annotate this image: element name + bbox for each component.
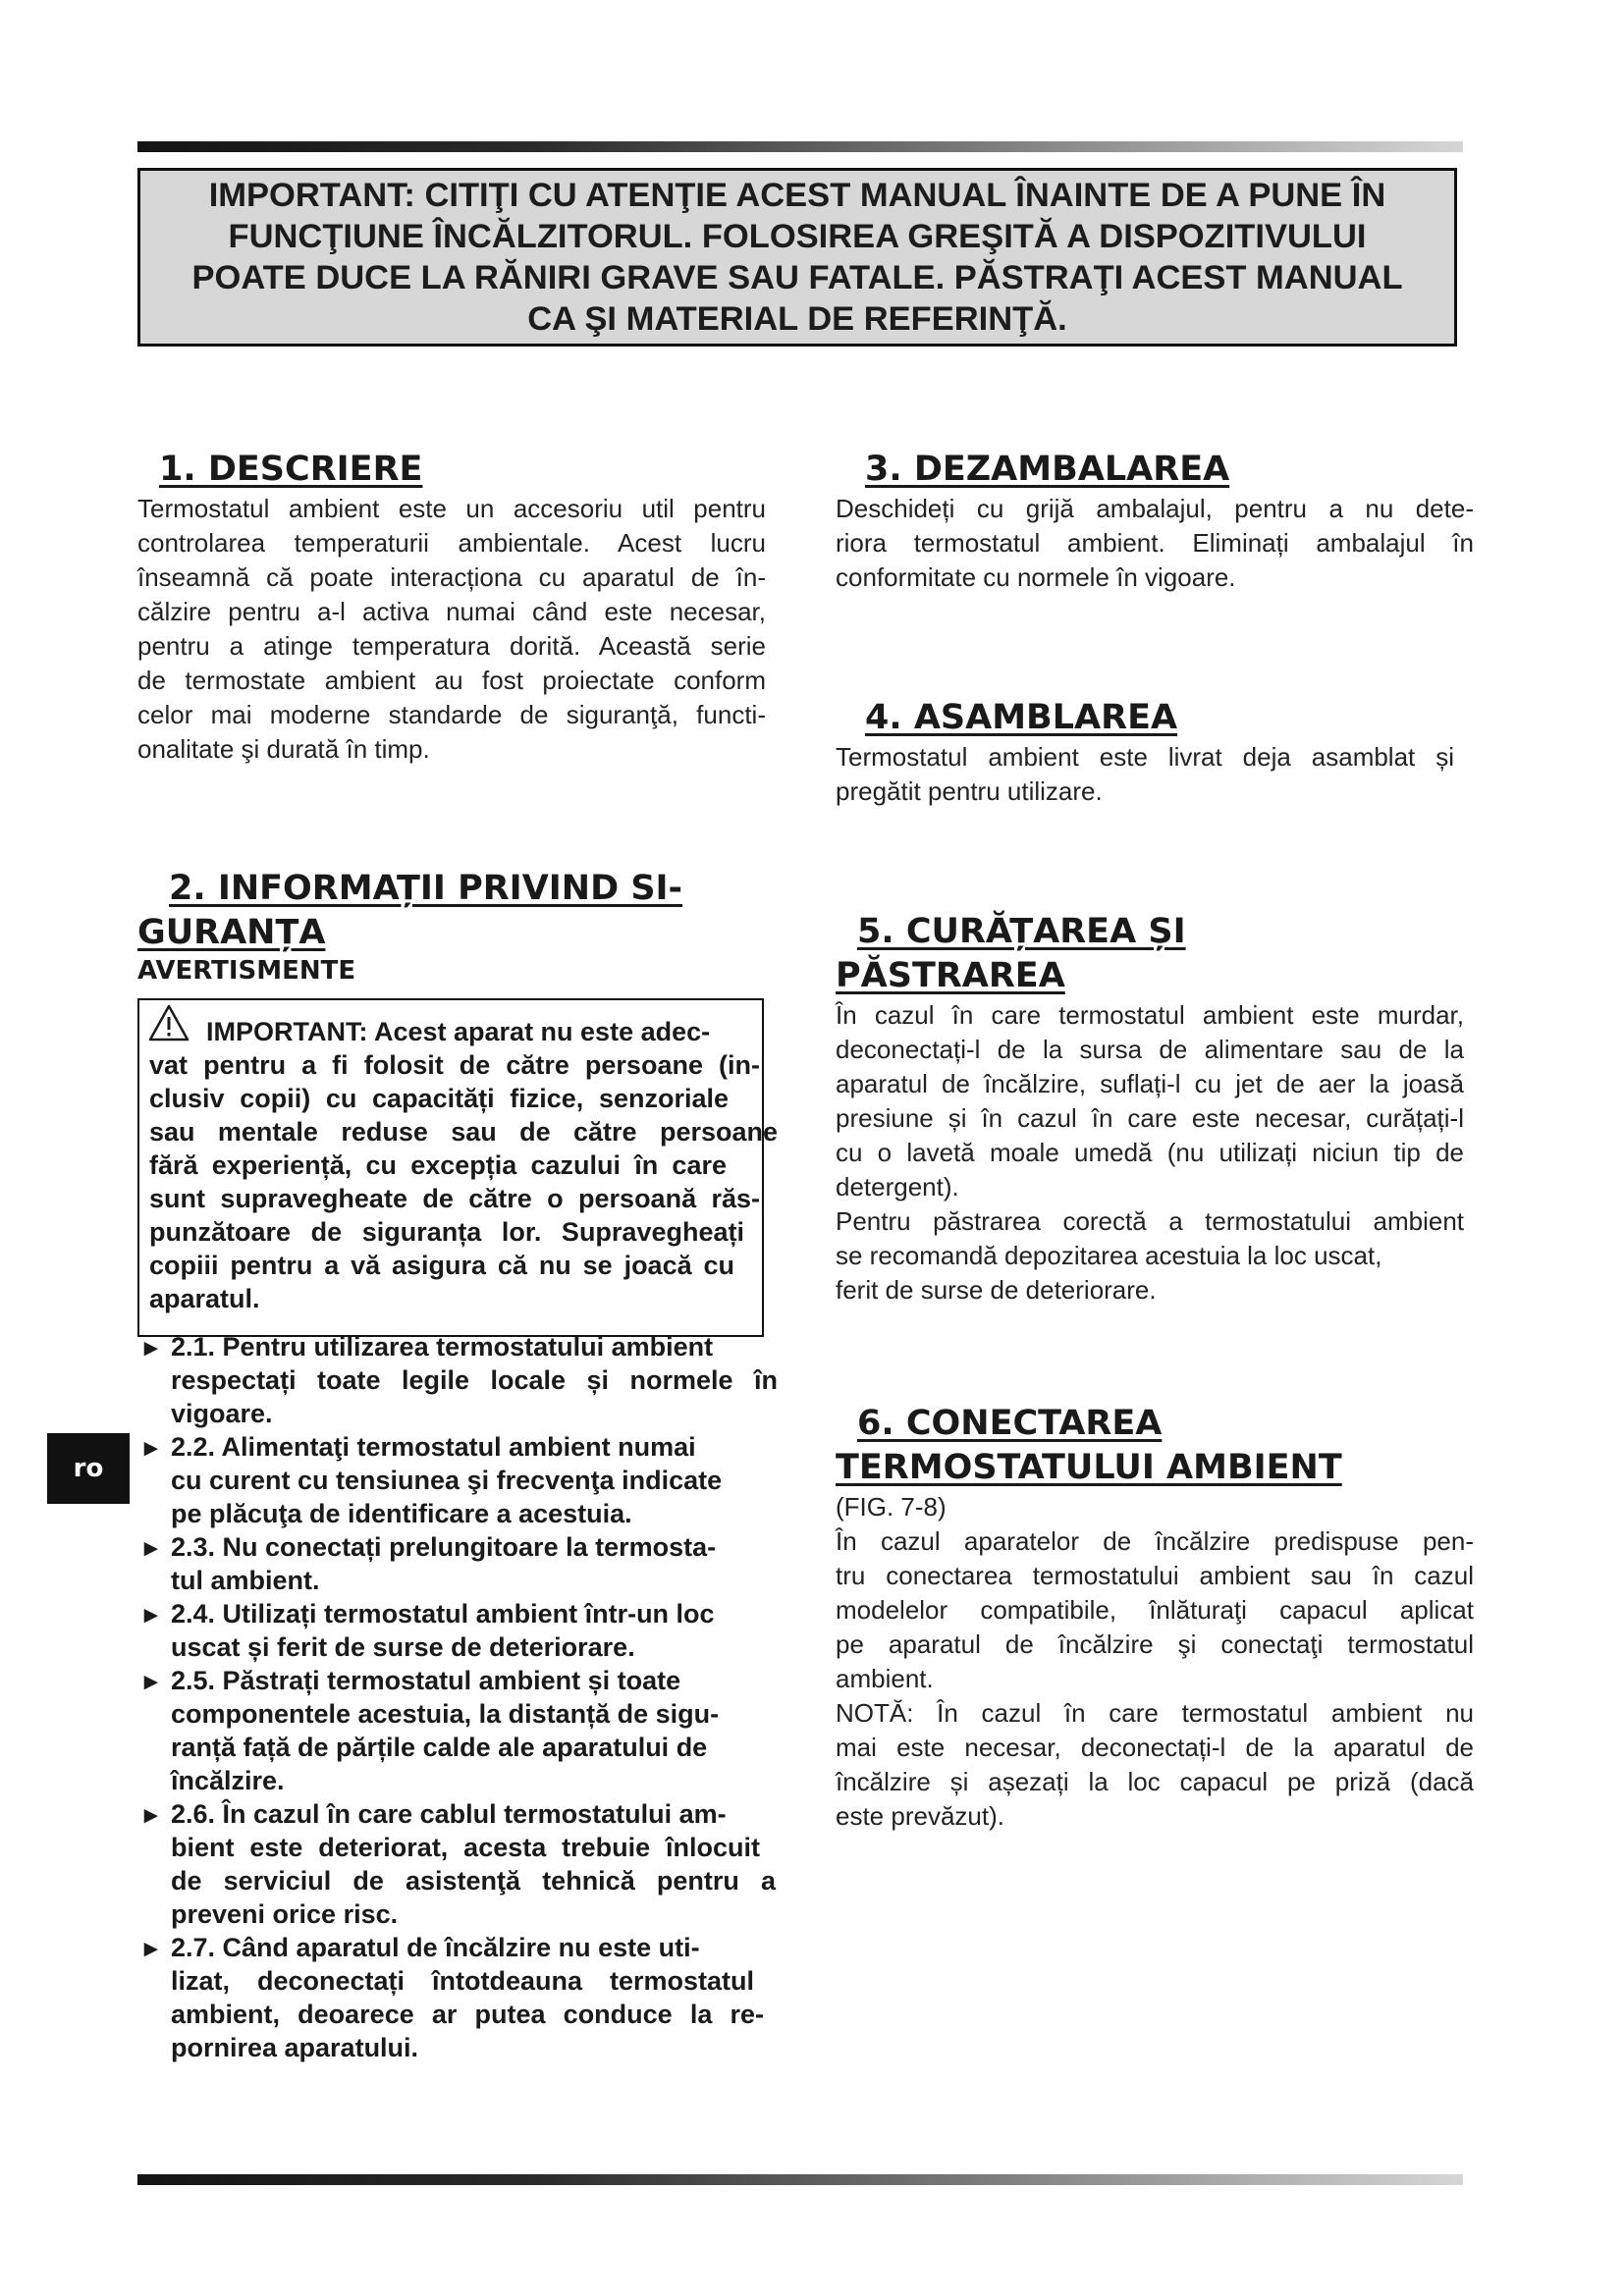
bullet-arrow-icon: ► <box>139 1602 163 1629</box>
warning-line: IMPORTANT: CITIŢI CU ATENŢIE ACEST MANUAL ÎNAINTE DE A PUNE ÎN <box>208 177 1386 214</box>
warning-triangle-icon <box>147 1003 190 1042</box>
important-text-line: sunt supravegheate de către o persoană răs- <box>149 1184 760 1213</box>
bullet-continuation: respectați toate legile locale și normele în <box>171 1365 778 1395</box>
warning-line: POATE DUCE LA RĂNIRI GRAVE SAU FATALE. PĂSTRAŢI ACEST MANUAL <box>191 259 1403 296</box>
section-title: 2. INFORMAȚII PRIVIND SI- <box>169 869 683 908</box>
section-dezambalarea <box>836 448 1484 595</box>
bullet-item: ► 2.4. Utilizați termostatul ambient într-un loc <box>139 1597 715 1632</box>
bullet-continuation: preveni orice risc. <box>171 1899 399 1929</box>
section-title: 5. CURĂȚAREA ȘI <box>857 912 1186 951</box>
section-conectarea <box>836 1402 1484 1834</box>
important-text-line: punzătoare de siguranța lor. Supravegheați <box>149 1217 744 1247</box>
bullet-continuation: încălzire. <box>171 1766 285 1795</box>
body-text-line: tru conectarea termostatului ambient sau în cazul <box>836 1561 1474 1590</box>
section-subtitle: AVERTISMENTE <box>137 956 356 986</box>
bullet-item: ► 2.7. Când aparatul de încălzire nu este uti- <box>139 1931 764 1966</box>
bullet-continuation: de serviciul de asistenţă tehnică pentru a <box>171 1866 776 1896</box>
bullet-arrow-icon: ► <box>139 1535 163 1562</box>
body-text-line: încălzire și așezați la loc capacul pe priză (dacă <box>836 1767 1474 1796</box>
section-descriere <box>137 448 776 767</box>
figure-reference: (FIG. 7-8) <box>836 1492 947 1522</box>
important-text-line: aparatul. <box>149 1284 260 1313</box>
body-text-line: celor mai moderne standarde de siguranţă, functi- <box>137 700 766 729</box>
bullet-continuation: uscat și ferit de surse de deteriorare. <box>171 1632 635 1662</box>
body-text-line: mai este necesar, deconectați-l de la aparatul de <box>836 1733 1474 1762</box>
bullet-continuation: componentele acestuia, la distanță de sigu- <box>171 1699 720 1729</box>
body-text-line: detergent). <box>836 1172 959 1201</box>
bullet-arrow-icon: ► <box>139 1802 163 1829</box>
bottom-rule <box>137 2174 1463 2185</box>
body-text-line: presiune și în cazul în care este necesar, curățați-l <box>836 1103 1464 1133</box>
body-text-line: ferit de surse de deteriorare. <box>836 1275 1157 1305</box>
body-text-line: călzire pentru a-l activa numai când este necesar, <box>137 597 766 626</box>
body-text-line: pentru a atinge temperatura dorită. Această serie <box>137 631 766 661</box>
section-title: 3. DEZAMBALAREA <box>865 450 1230 489</box>
section-asamblarea <box>836 696 1484 809</box>
body-text-line: deconectați-l de la sursa de alimentare sau de la <box>836 1035 1464 1064</box>
language-tab: ro <box>47 1433 130 1504</box>
bullet-continuation: vigoare. <box>171 1399 273 1428</box>
bullet-arrow-icon: ► <box>139 1435 163 1462</box>
section-title: 6. CONECTAREA <box>857 1404 1163 1443</box>
bullet-continuation: lizat, deconectați întotdeauna termostatul <box>171 1966 754 1996</box>
body-text-line: onalitate şi durată în timp. <box>137 734 430 764</box>
body-text-line: Pentru păstrarea corectă a termostatului ambient <box>836 1206 1464 1236</box>
section-title: GURANȚA <box>137 913 326 952</box>
bullet-continuation: tul ambient. <box>171 1566 320 1595</box>
bullet-continuation: pe plăcuţa de identificare a acestuia. <box>171 1499 632 1528</box>
bullet-continuation: pornirea aparatului. <box>171 2033 419 2062</box>
important-text-line: sau mentale reduse sau de către persoane <box>149 1117 778 1147</box>
bullet-continuation: ambient, deoarece ar putea conduce la re- <box>171 2000 764 2029</box>
bullet-arrow-icon: ► <box>139 1936 163 1962</box>
body-text-line: Deschideți cu grijă ambalajul, pentru a nu dete- <box>836 494 1474 523</box>
important-text-line: clusiv copii) cu capacități fizice, senzoriale <box>149 1084 729 1113</box>
bullet-continuation: ranță față de părțile calde ale aparatului de <box>171 1733 708 1762</box>
section-siguranta <box>137 867 776 987</box>
section-title: 4. ASAMBLAREA <box>865 698 1178 737</box>
bullet-arrow-icon: ► <box>139 1335 163 1362</box>
section-title: 1. DESCRIERE <box>159 450 423 489</box>
body-text-line: conformitate cu normele în vigoare. <box>836 562 1236 592</box>
warning-banner <box>137 168 1457 347</box>
body-text-line: Termostatul ambient este livrat deja asamblat și <box>836 742 1454 772</box>
body-text-line: este prevăzut). <box>836 1801 1004 1831</box>
important-text-line: fără experiență, cu excepția cazului în care <box>149 1150 727 1180</box>
warning-line: CA ŞI MATERIAL DE REFERINŢĂ. <box>527 300 1067 338</box>
body-text-line: înseamnă că poate interacționa cu aparatul de în- <box>137 562 766 592</box>
body-text-line: se recomandă depozitarea acestuia la loc uscat, <box>836 1241 1382 1270</box>
warning-line: FUNCŢIUNE ÎNCĂLZITORUL. FOLOSIREA GREŞITĂ A DISPOZITIVULUI <box>228 218 1367 255</box>
body-text-line: Termostatul ambient este un accesoriu util pentru <box>137 494 766 523</box>
important-text-line: IMPORTANT: Acest aparat nu este adec- <box>206 1017 711 1046</box>
important-text-line: vat pentru a fi folosit de către persoane (in- <box>149 1050 760 1080</box>
section-title: TERMOSTATULUI AMBIENT <box>836 1448 1342 1487</box>
body-text-line: ambient. <box>836 1664 934 1693</box>
bullet-item: ► 2.6. În cazul în care cablul termostatului am- <box>139 1797 727 1833</box>
body-text-line: cu o lavetă moale umedă (nu utilizați niciun tip de <box>836 1138 1464 1167</box>
section-title: PĂSTRAREA <box>836 956 1065 995</box>
body-text-line: aparatul de încălzire, suflați-l cu jet de aer la joasă <box>836 1069 1464 1098</box>
important-text-line: copiii pentru a vă asigura că nu se joacă cu <box>149 1251 734 1280</box>
top-rule <box>137 141 1463 152</box>
body-text-line: În cazul în care termostatul ambient este murdar, <box>836 1000 1464 1030</box>
bullet-item: ► 2.5. Păstrați termostatul ambient și toate <box>139 1664 764 1699</box>
bullet-item: ► 2.3. Nu conectați prelungitoare la termosta- <box>139 1530 716 1566</box>
section-curatarea <box>836 910 1484 1308</box>
bullet-continuation: bient este deteriorat, acesta trebuie înlocuit <box>171 1833 760 1862</box>
body-text-line: riora termostatul ambient. Eliminați ambalajul în <box>836 528 1474 558</box>
bullet-item: ► 2.2. Alimentaţi termostatul ambient numai <box>139 1430 764 1466</box>
bullet-continuation: cu curent cu tensiunea şi frecvenţa indicate <box>171 1466 723 1495</box>
bullet-arrow-icon: ► <box>139 1669 163 1695</box>
body-text-line: NOTĂ: În cazul în care termostatul ambient nu <box>836 1698 1474 1728</box>
body-text-line: controlarea temperaturii ambientale. Acest lucru <box>137 528 766 558</box>
body-text-line: În cazul aparatelor de încălzire predispuse pen- <box>836 1526 1474 1556</box>
body-text-line: de termostate ambient au fost proiectate conform <box>137 666 766 695</box>
body-text-line: pregătit pentru utilizare. <box>836 776 1103 806</box>
body-text-line: pe aparatul de încălzire şi conectaţi termostatul <box>836 1629 1474 1659</box>
body-text-line: modelelor compatibile, înlăturaţi capacul aplicat <box>836 1595 1474 1625</box>
bullet-item: ► 2.1. Pentru utilizarea termostatului ambient <box>139 1330 764 1365</box>
